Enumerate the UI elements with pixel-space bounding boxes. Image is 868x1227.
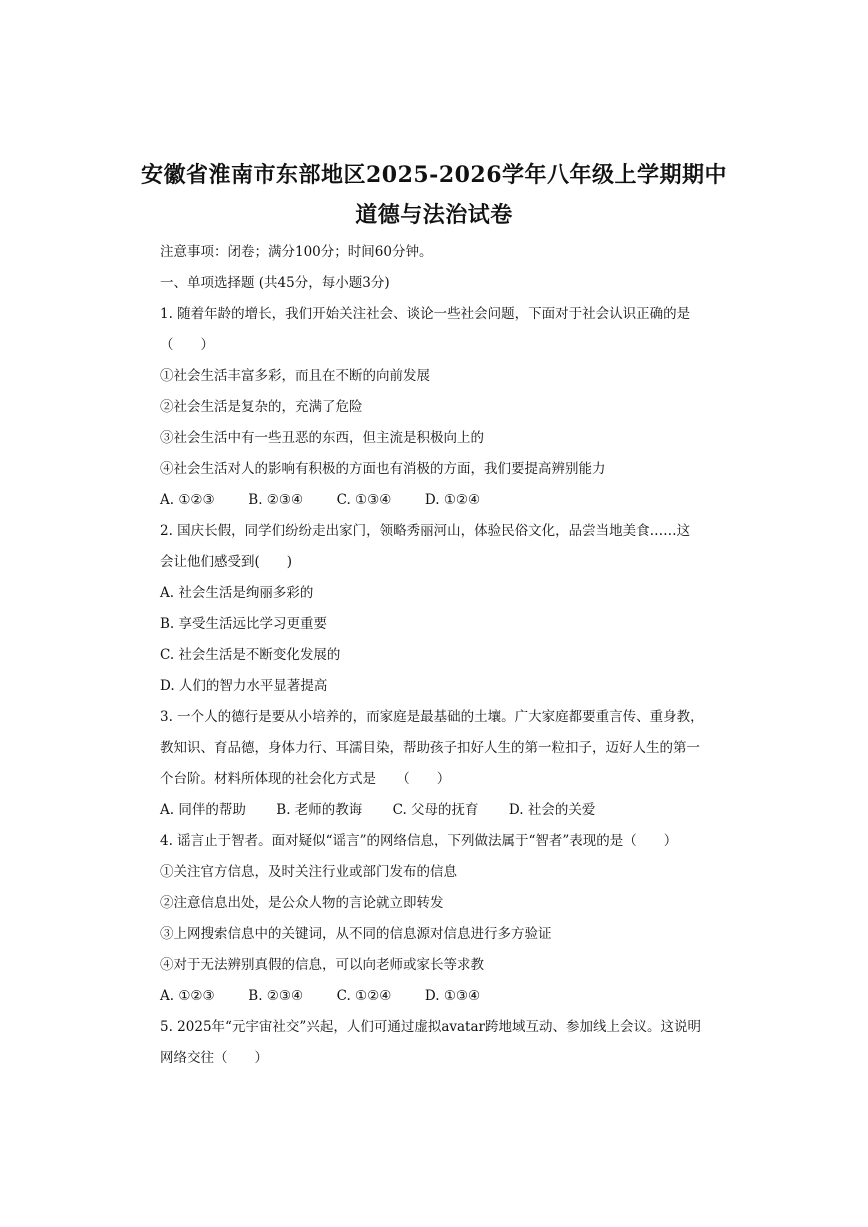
section-heading: 一、单项选择题 (共45分，每小题3分) — [160, 275, 390, 291]
q2-option-a: A. 社会生活是绚丽多彩的 — [160, 585, 314, 601]
q4-options — [160, 986, 480, 1006]
exam-notice: 注意事项：闭卷；满分100分；时间60分钟。 — [160, 244, 433, 260]
q1-item-3: ③社会生活中有一些丑恶的东西，但主流是积极向上的 — [160, 430, 484, 446]
q3-option-b: B. 老师的教诲 — [276, 802, 363, 818]
q1-option-a: A. ①②③ — [160, 492, 215, 508]
q1-item-1: ①社会生活丰富多彩，而且在不断的向前发展 — [160, 368, 430, 384]
exam-title-line2: 道德与法治试卷 — [355, 202, 513, 228]
q3-stem-line2: 教知识、育品德，身体力行、耳濡目染，帮助孩子扣好人生的第一粒扣子，迈好人生的第一 — [160, 740, 700, 756]
q4-option-a: A. ①②③ — [160, 988, 215, 1004]
q1-options — [160, 490, 480, 510]
q2-option-d: D. 人们的智力水平显著提高 — [160, 678, 328, 694]
q4-option-c: C. ①②④ — [336, 988, 392, 1004]
q4-item-1: ①关注官方信息，及时关注行业或部门发布的信息 — [160, 864, 457, 880]
q3-option-a: A. 同伴的帮助 — [160, 802, 246, 818]
q4-option-b: B. ②③④ — [248, 988, 304, 1004]
q2-option-b: B. 享受生活远比学习更重要 — [160, 616, 328, 632]
q2-stem-line2: 会让他们感受到( ) — [160, 554, 293, 570]
q4-item-4: ④对于无法辨别真假的信息，可以向老师或家长等求教 — [160, 957, 484, 973]
q3-option-c: C. 父母的抚育 — [392, 802, 479, 818]
q4-option-d: D. ①③④ — [424, 988, 481, 1004]
q4-stem-line1: 4. 谣言止于智者。面对疑似“谣言”的网络信息，下列做法属于“智者”表现的是（ ） — [160, 833, 678, 849]
q1-item-4: ④社会生活对人的影响有积极的方面也有消极的方面，我们要提高辨别能力 — [160, 461, 606, 477]
q1-option-d: D. ①②④ — [424, 492, 481, 508]
q1-stem-line2: （ ） — [160, 337, 214, 353]
q1-stem-line1: 1. 随着年龄的增长，我们开始关注社会、谈论一些社会问题，下面对于社会认识正确的是 — [160, 306, 691, 322]
q5-stem-line2: 网络交往（ ） — [160, 1050, 268, 1066]
q2-option-c: C. 社会生活是不断变化发展的 — [160, 647, 341, 663]
q3-options — [160, 800, 595, 820]
q4-item-2: ②注意信息出处，是公众人物的言论就立即转发 — [160, 895, 444, 911]
q3-stem-line3: 个台阶。材料所体现的社会化方式是 （ ） — [160, 771, 451, 787]
q1-item-2: ②社会生活是复杂的，充满了危险 — [160, 399, 363, 415]
q3-option-d: D. 社会的关爱 — [508, 802, 596, 818]
q5-stem-line1: 5. 2025年“元宇宙社交”兴起，人们可通过虚拟avatar跨地域互动、参加线上会议。这说明 — [160, 1019, 701, 1035]
exam-title-line1: 安徽省淮南市东部地区2025-2026学年八年级上学期期中 — [140, 162, 728, 188]
q4-item-3: ③上网搜索信息中的关键词，从不同的信息源对信息进行多方验证 — [160, 926, 552, 942]
q1-option-c: C. ①③④ — [336, 492, 392, 508]
q1-option-b: B. ②③④ — [248, 492, 304, 508]
q3-stem-line1: 3. 一个人的德行是要从小培养的，而家庭是最基础的土壤。广大家庭都要重言传、重身教， — [160, 709, 704, 725]
q2-stem-line1: 2. 国庆长假，同学们纷纷走出家门，领略秀丽河山，体验民俗文化，品尝当地美食……这 — [160, 523, 691, 539]
